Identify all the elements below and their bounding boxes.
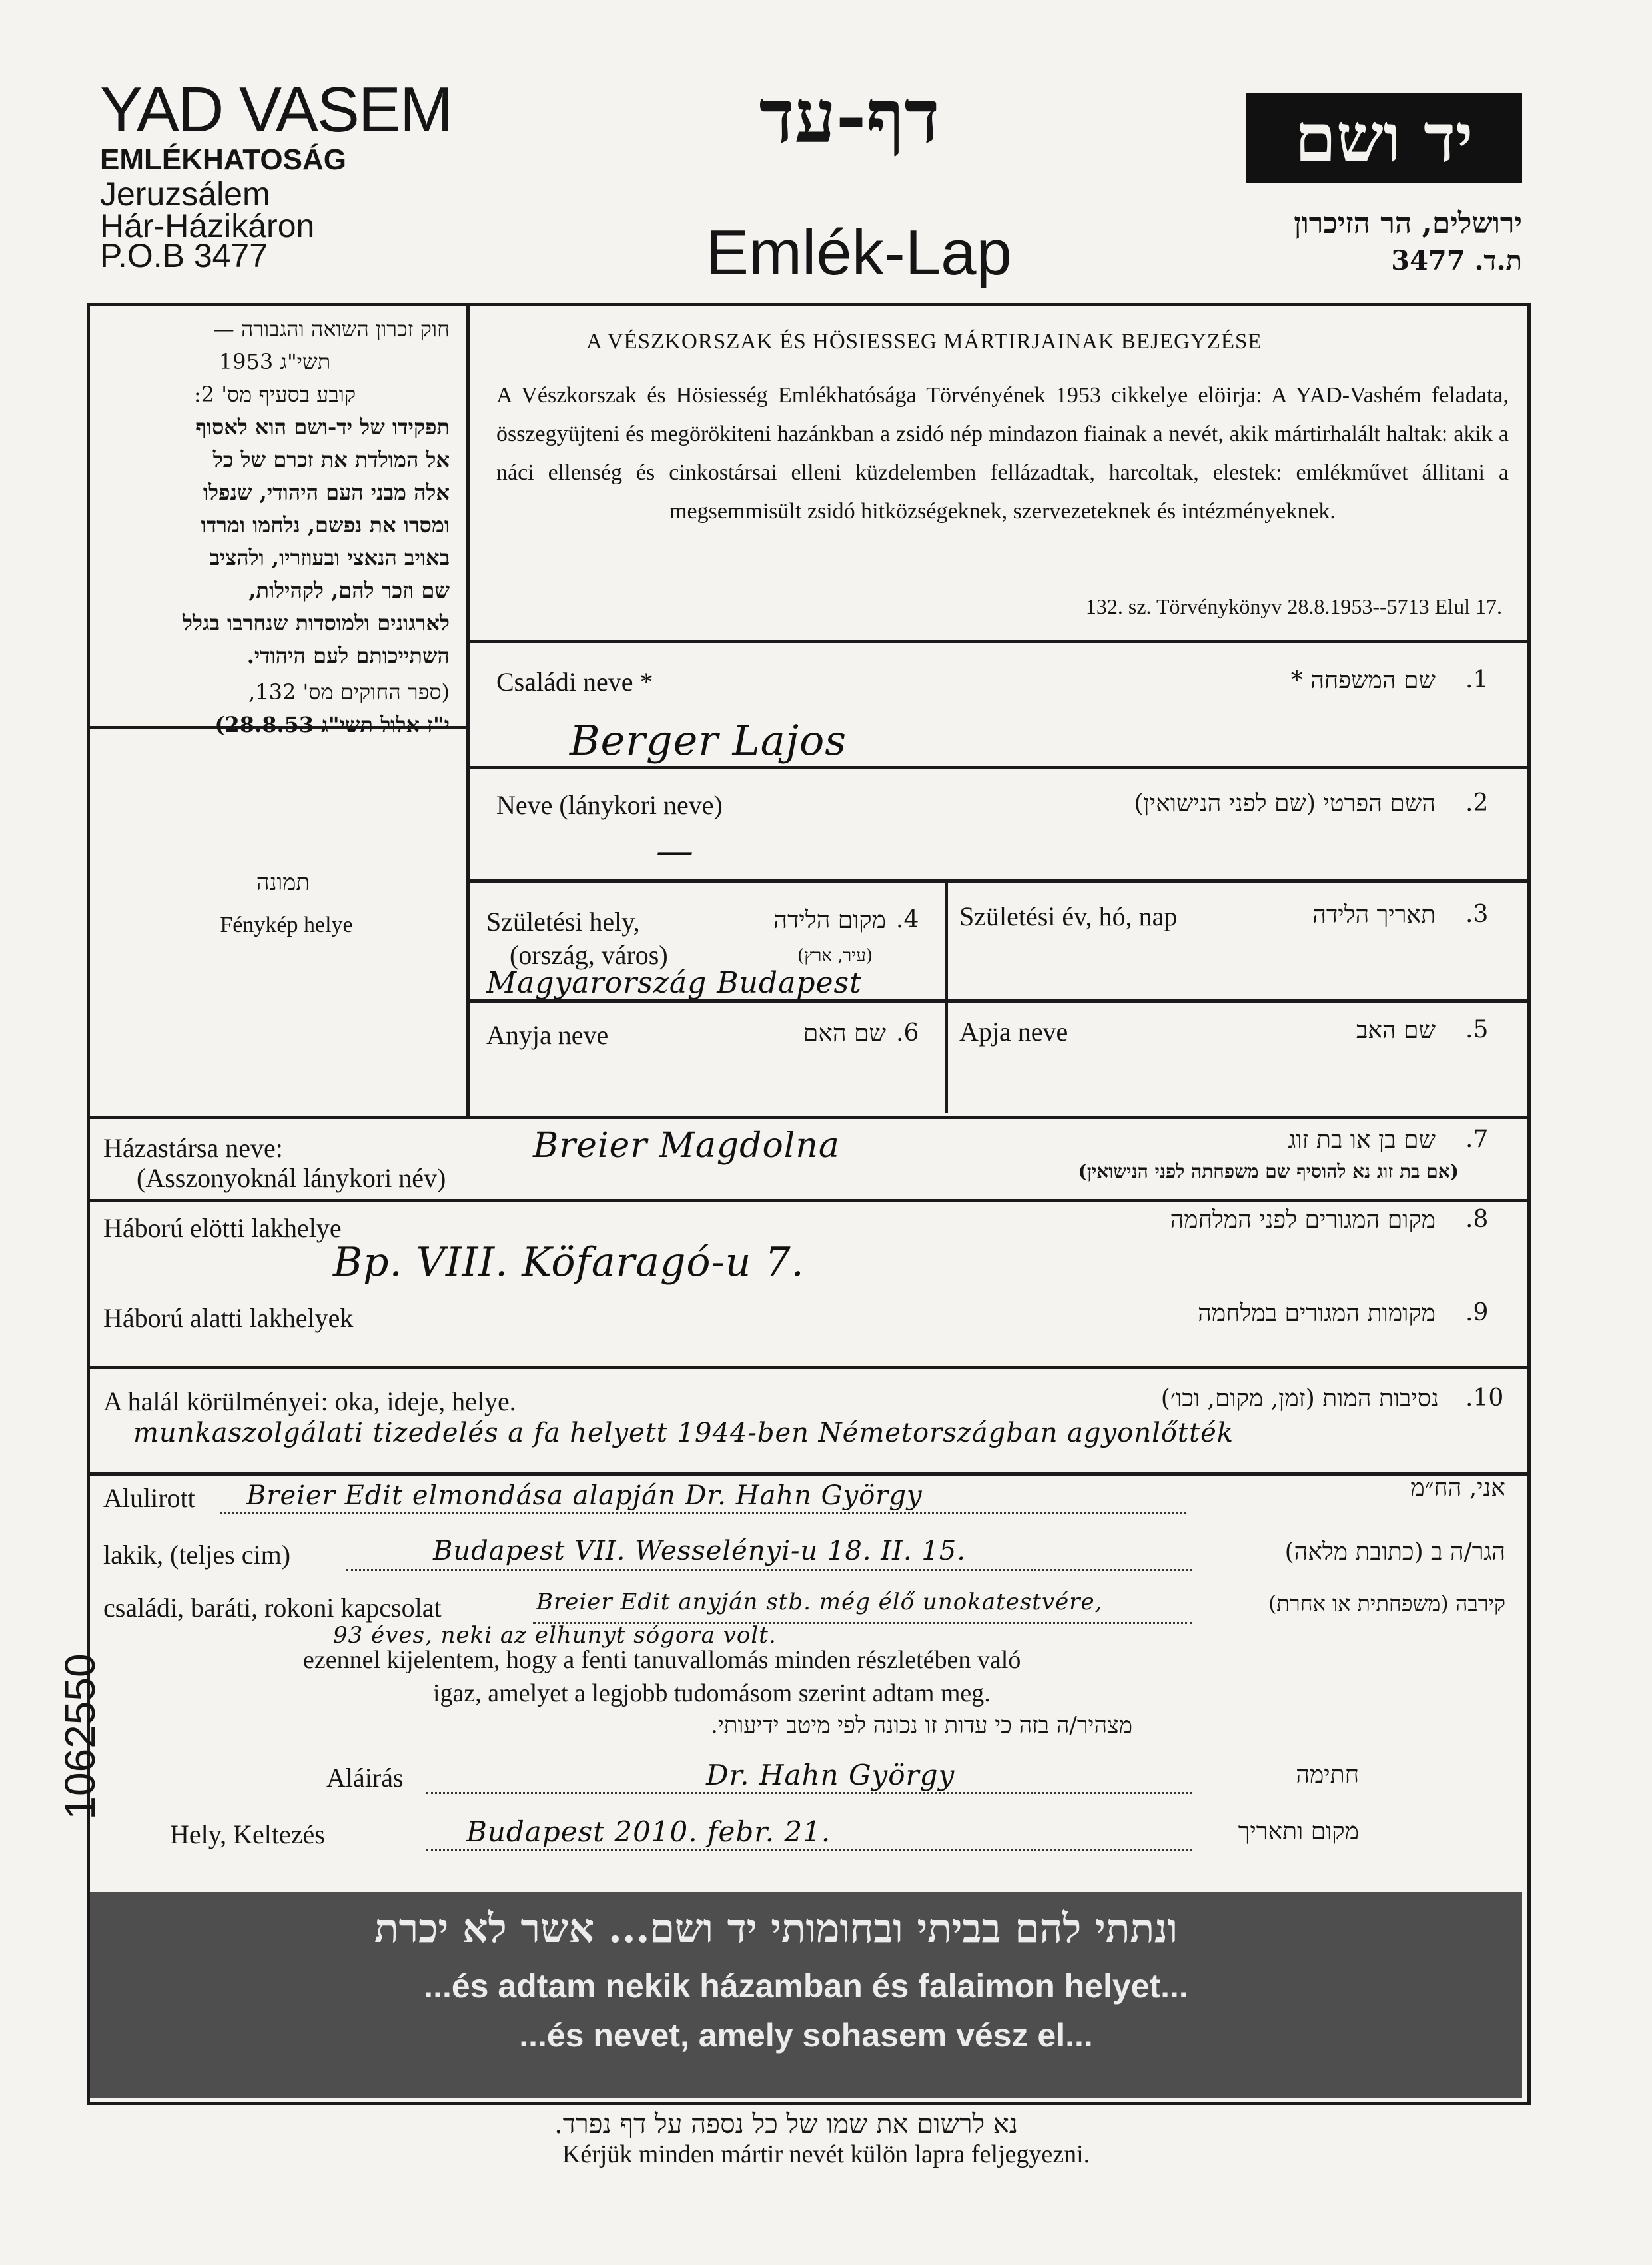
field-number-5: .5 bbox=[1465, 1016, 1489, 1043]
law-line: באויב הנאצי ובעוזריו, ולהציב bbox=[209, 545, 450, 570]
spouse-name-value[interactable]: Breier Magdolna bbox=[533, 1126, 840, 1166]
field-number-10: .10 bbox=[1465, 1384, 1504, 1412]
frame-bottom bbox=[87, 2102, 1531, 2105]
address-hebrew: הגר/ה ב (כתובת מלאה) bbox=[1284, 1538, 1505, 1566]
birth-place-sublabel: (ország, város) bbox=[510, 940, 668, 970]
divider-left-column bbox=[466, 303, 470, 1116]
family-name-hebrew: שם המשפחה * bbox=[1290, 667, 1436, 694]
birth-date-hebrew: תאריך הלידה bbox=[1312, 901, 1436, 929]
frame-right bbox=[1527, 303, 1531, 2105]
father-name-label: Apja neve bbox=[959, 1017, 1068, 1047]
address-dotline bbox=[346, 1569, 1192, 1571]
hebrew-title: דף-עד bbox=[759, 73, 940, 159]
photo-hebrew-label: תמונה bbox=[256, 869, 310, 896]
banner-line-1: ...és adtam nekik házamban és falaimon helyet... bbox=[424, 1967, 1188, 2005]
address-line-2: Hár-Házikáron bbox=[100, 207, 315, 244]
relation-value-line2[interactable]: 93 éves, neki az elhunyt sógora volt. bbox=[333, 1622, 777, 1649]
death-circumstances-value[interactable]: munkaszolgálati tizedelés a fa helyett 1944-ben Németországban agyonlőtték bbox=[133, 1418, 1234, 1448]
spouse-name-label: Házastársa neve: bbox=[103, 1133, 283, 1163]
declaration-line-2: igaz, amelyet a legjobb tudomásom szerint adtam meg. bbox=[433, 1679, 991, 1707]
first-name-label: Neve (lánykori neve) bbox=[496, 790, 723, 820]
field-number-9: .9 bbox=[1465, 1299, 1489, 1326]
birth-date-label: Születési év, hó, nap bbox=[959, 901, 1178, 931]
law-line: אל המולדת את זכרם של כל bbox=[212, 447, 450, 472]
law-line: תפקידו של יד-ושם הוא לאסוף bbox=[195, 414, 450, 440]
law-line: אלה מבני העם היהודי, שנפלו bbox=[203, 480, 450, 505]
logo-text: יד ושם bbox=[1294, 99, 1473, 177]
quote-banner bbox=[90, 1892, 1522, 2098]
address-line-3: P.O.B 3477 bbox=[100, 237, 268, 274]
field-number-2: .2 bbox=[1465, 789, 1489, 817]
address-line-1: Jeruzsálem bbox=[100, 175, 270, 213]
law-line: קובע בסעיף מס' 2: bbox=[193, 382, 356, 407]
yad-vashem-logo bbox=[1246, 93, 1522, 183]
first-name-hebrew: השם הפרטי (שם לפני הנישואין) bbox=[1134, 790, 1436, 817]
divider-row-7 bbox=[87, 1116, 1531, 1119]
hebrew-address-2: ת.ד. 3477 bbox=[1391, 245, 1522, 276]
signature-label: Aláirás bbox=[326, 1763, 404, 1793]
law-citation: 132. sz. Törvénykönyv 28.8.1953--5713 Elul 17. bbox=[1085, 594, 1502, 618]
declaration-line-1: ezennel kijelentem, hogy a fenti tanuvallomás minden részletében való bbox=[303, 1646, 1021, 1674]
law-line: חוק זכרון השואה והגבורה — bbox=[212, 316, 450, 342]
place-date-value[interactable]: Budapest 2010. febr. 21. bbox=[466, 1815, 831, 1848]
undersigned-value[interactable]: Breier Edit elmondása alapján Dr. Hahn György bbox=[246, 1480, 923, 1511]
undersigned-hebrew: אני, הח״מ bbox=[1410, 1474, 1505, 1502]
law-line: לארגונים ולמוסדות שנחרבו בגלל bbox=[182, 610, 450, 636]
birth-place-value[interactable]: Magyarország Budapest bbox=[486, 966, 862, 1000]
footer-hebrew: נא לרשום את שמו של כל נספה על דף נפרד. bbox=[554, 2109, 1018, 2140]
banner-line-2: ...és nevet, amely sohasem vész el... bbox=[519, 2017, 1093, 2054]
org-name: YAD VASEM bbox=[100, 74, 452, 145]
signature-dotline bbox=[426, 1792, 1192, 1794]
death-circumstances-label: A halál körülményei: oka, ideje, helye. bbox=[103, 1386, 516, 1416]
undersigned-label: Alulirott bbox=[103, 1483, 195, 1513]
org-subtitle: EMLÉKHATOSÁG bbox=[100, 143, 346, 176]
intro-body: A Vészkorszak és Hösiesség Emlékhatósága Törvényének 1953 cikkelye elöirja: A YAD-Vashém feladata, összegyüjteni és megörökiteni hazánkban a zsidó nép mindazon fiainak a nevét, akik mártirhalált haltak: akik a náci ellenség és cinkostársai elleni küzdelemben fellázadtak, harcoltak, elestek: emlékművet állitani a megsemmisült zsidó hitközségeknek, szervezeteknek és intézményeknek. bbox=[496, 383, 1509, 524]
law-line: תשי"ג 1953 bbox=[218, 349, 331, 374]
law-reference: י"ז אלול תשי"ג 28.8.53) bbox=[214, 712, 450, 737]
family-name-value[interactable]: Berger Lajos bbox=[570, 716, 847, 765]
field-number-4: .4 bbox=[896, 906, 919, 933]
field-number-8: .8 bbox=[1465, 1206, 1489, 1233]
divider-row-1 bbox=[466, 766, 1531, 769]
relation-hebrew: קירבה (משפחתית או אחרת) bbox=[1268, 1591, 1505, 1616]
field-number-3: .3 bbox=[1465, 901, 1489, 928]
first-name-value[interactable]: — bbox=[656, 829, 694, 873]
divider-after-intro bbox=[466, 640, 1531, 643]
banner-hebrew: ונתתי להם בביתי ובחומותי יד ושם... אשר לא יכרת bbox=[374, 1905, 1178, 1952]
wartime-residence-label: Háború alatti lakhelyek bbox=[103, 1303, 354, 1333]
divider-middle bbox=[945, 879, 948, 1113]
law-line: ומסרו את נפשם, נלחמו ומרדו bbox=[201, 512, 450, 538]
intro-heading: A VÉSZKORSZAK ÉS HÖSIESSEG MÁRTIRJAINAK BEJEGYZÉSE bbox=[586, 330, 1262, 354]
signature-value[interactable]: Dr. Hahn György bbox=[706, 1759, 955, 1791]
death-circumstances-hebrew: נסיבות המות (זמן, מקום, וכו׳) bbox=[1160, 1385, 1439, 1412]
signature-hebrew: חתימה bbox=[1296, 1761, 1359, 1789]
wartime-residence-hebrew: מקומות המגורים במלחמה bbox=[1198, 1300, 1436, 1327]
page-title: Emlék-Lap bbox=[706, 217, 1012, 288]
prewar-residence-label: Háború elötti lakhelye bbox=[103, 1213, 342, 1243]
spouse-name-hebrew-sub: (אם בת זוג נא להוסיף שם משפחתה לפני הנישואין) bbox=[1078, 1160, 1459, 1182]
place-date-label: Hely, Keltezés bbox=[170, 1819, 325, 1849]
field-number-7: .7 bbox=[1465, 1126, 1489, 1153]
father-name-hebrew: שם האב bbox=[1356, 1017, 1436, 1044]
birth-place-hebrew: מקום הלידה bbox=[773, 907, 886, 934]
mother-name-label: Anyja neve bbox=[486, 1020, 609, 1050]
photo-placeholder-label: Fénykép helye bbox=[220, 913, 353, 937]
frame-top bbox=[87, 303, 1531, 306]
divider-row-10 bbox=[87, 1366, 1531, 1369]
divider-row-8 bbox=[87, 1199, 1531, 1202]
relation-value-line1[interactable]: Breier Edit anyján stb. még élő unokatestvére, bbox=[536, 1589, 1103, 1615]
birth-place-hebrew-sub: (עיר, ארץ) bbox=[797, 946, 873, 966]
mother-name-hebrew: שם האם bbox=[803, 1020, 886, 1047]
archive-stamp-number: 1062550 bbox=[56, 1653, 104, 1820]
field-number-6: .6 bbox=[896, 1019, 919, 1047]
divider-row-2 bbox=[466, 879, 1531, 883]
place-date-dotline bbox=[426, 1849, 1192, 1851]
spouse-name-sublabel: (Asszonyoknál lánykori név) bbox=[137, 1163, 446, 1193]
prewar-residence-hebrew: מקום המגורים לפני המלחמה bbox=[1170, 1206, 1436, 1234]
spouse-name-hebrew: שם בן או בת זוג bbox=[1288, 1127, 1436, 1154]
law-box bbox=[100, 313, 450, 741]
birth-place-label: Születési hely, bbox=[486, 907, 640, 937]
law-line: השתייכותם לעם היהודי. bbox=[246, 643, 450, 668]
hebrew-address-1: ירושלים, הר הזיכרון bbox=[1294, 207, 1522, 240]
place-date-hebrew: מקום ותאריך bbox=[1238, 1818, 1359, 1845]
law-reference: (ספר החוקים מס' 132, bbox=[248, 680, 450, 705]
footer-note: Kérjük minden mártir nevét külön lapra feljegyezni. bbox=[562, 2140, 1090, 2168]
address-value[interactable]: Budapest VII. Wesselényi-u 18. II. 15. bbox=[433, 1536, 966, 1566]
field-number-1: .1 bbox=[1465, 666, 1489, 693]
prewar-residence-value[interactable]: Bp. VIII. Köfaragó-u 7. bbox=[333, 1239, 805, 1286]
relation-label: családi, baráti, rokoni kapcsolat bbox=[103, 1593, 442, 1623]
declaration-hebrew: מצהיר/ה בזה כי עדות זו נכונה לפי מיטב ידיעותי. bbox=[711, 1712, 1132, 1739]
undersigned-dotline bbox=[220, 1512, 1186, 1514]
law-line: שם וזכר להם, לקהילות, bbox=[248, 578, 450, 603]
family-name-label: Családi neve * bbox=[496, 667, 653, 697]
address-label: lakik, (teljes cim) bbox=[103, 1540, 291, 1570]
